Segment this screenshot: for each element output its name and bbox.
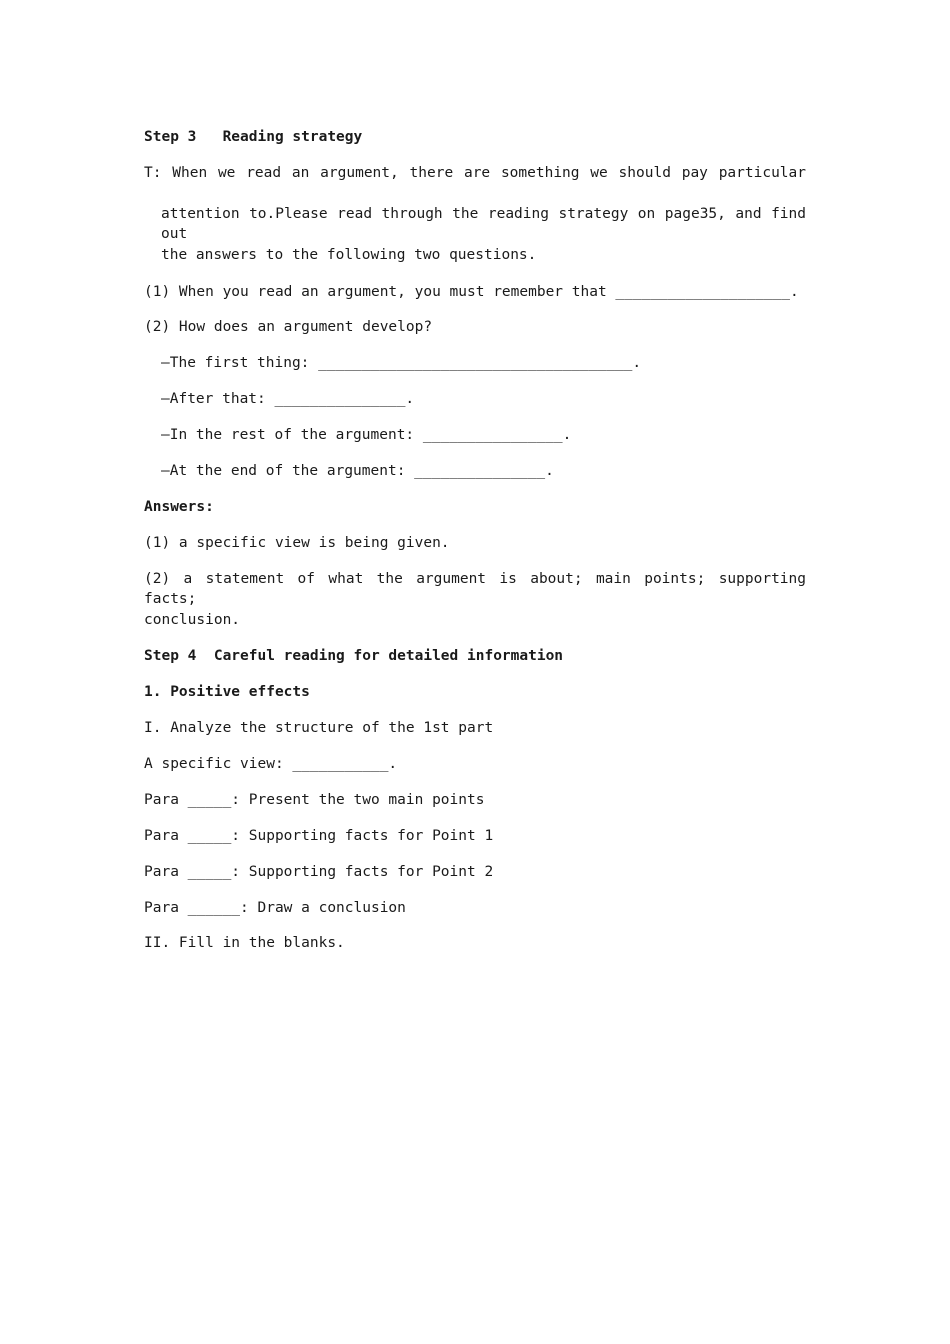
section-positive-effects: 1. Positive effects [144,684,310,700]
para-line-3: Para _____: Supporting facts for Point 2 [144,864,494,880]
part-2-heading: II. Fill in the blanks. [144,935,345,951]
part-1-heading: I. Analyze the structure of the 1st part [144,720,494,736]
answer-1: (1) a specific view is being given. [144,535,450,551]
specific-view-line: A specific view: ___________. [144,756,398,772]
answer-2-line-2: conclusion. [144,612,241,628]
develop-rest: —In the rest of the argument: ________________. [161,427,572,443]
develop-end: —At the end of the argument: _______________. [161,463,554,479]
para-line-4: Para ______: Draw a conclusion [144,900,406,916]
step3-intro-line-3: the answers to the following two questions. [161,247,537,263]
develop-first-thing: —The first thing: ____________________________________. [161,355,642,371]
answers-heading: Answers: [144,499,214,515]
step3-intro-line-1: T: When we read an argument, there are something we should pay particular [144,165,806,181]
question-1: (1) When you read an argument, you must remember that ____________________. [144,284,799,300]
answer-2-line-1: (2) a statement of what the argument is about; main points; supporting facts; [144,571,806,607]
para-line-2: Para _____: Supporting facts for Point 1 [144,828,494,844]
step4-heading: Step 4 Careful reading for detailed information [144,648,564,664]
step3-intro-line-2: attention to.Please read through the reading strategy on page35, and find out [161,206,806,242]
develop-after-that: —After that: _______________. [161,391,415,407]
step3-heading: Step 3 Reading strategy [144,129,363,145]
question-2: (2) How does an argument develop? [144,319,433,335]
para-line-1: Para _____: Present the two main points [144,792,485,808]
